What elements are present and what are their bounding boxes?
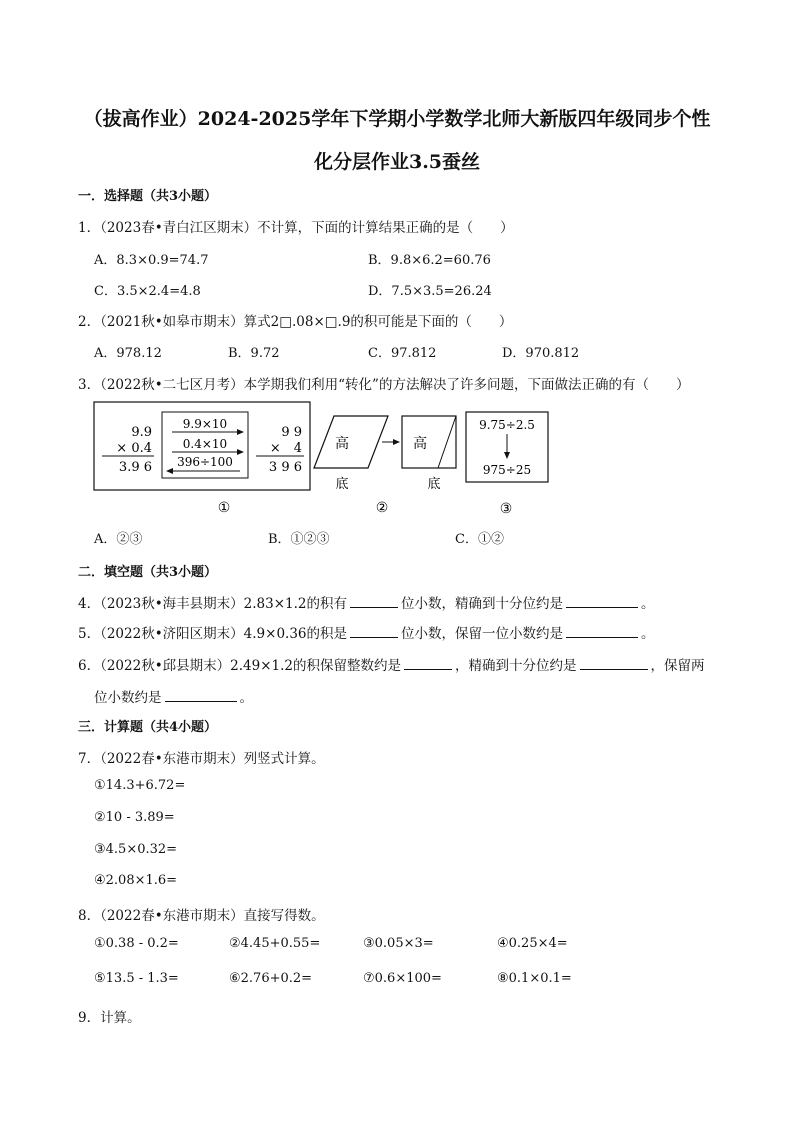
question-1-stem: 1．（2023春•青白江区期末）不计算，下面的计算结果正确的是（ ） <box>78 220 514 236</box>
question-6-blank-2[interactable] <box>580 656 648 670</box>
question-8-item-1: ①0.38 - 0.2= <box>94 936 179 951</box>
question-8-item-3: ③0.05×3= <box>363 936 434 951</box>
figure-3-label: ③ <box>499 501 513 517</box>
question-4-blank-2[interactable] <box>566 594 638 608</box>
figure-2-height-label-right: 高 <box>413 436 427 452</box>
figure-2-parallelogram-to-rectangle <box>314 416 456 492</box>
figure-1-right-row-1: 9 9 <box>281 425 302 440</box>
figure-1-arrow-label-1: 9.9×10 <box>182 417 228 431</box>
section-heading-choice: 一．选择题（共3小题） <box>78 189 218 204</box>
document-title-line-2: 化分层作业3.5蚕丝 <box>313 151 481 173</box>
question-5-blank-1[interactable] <box>350 624 398 638</box>
question-7-item-4: ④2.08×1.6= <box>94 873 178 888</box>
question-2-option-b: B．9.72 <box>228 346 280 361</box>
figure-2-label: ② <box>375 500 389 516</box>
figure-2-base-label-left: 底 <box>335 477 349 492</box>
question-8-stem: 8．（2022春•东港市期末）直接写得数。 <box>78 908 325 924</box>
question-7-stem: 7．（2022春•东港市期末）列竖式计算。 <box>78 751 325 767</box>
question-3-stem: 3．（2022秋•二七区月考）本学期我们利用“转化”的方法解决了许多问题，下面做法正确的有（ ） <box>78 377 690 393</box>
question-5 <box>78 622 655 642</box>
figure-1-arrow-label-3: 396÷100 <box>177 455 233 469</box>
question-9-stem: 9．计算。 <box>78 1010 141 1026</box>
question-6-blank-1[interactable] <box>404 656 452 670</box>
question-4-part-c: 。 <box>641 596 655 612</box>
question-3-option-b: B．①②③ <box>268 532 330 547</box>
question-8-item-2: ②4.45+0.55= <box>229 936 321 951</box>
question-8-item-4: ④0.25×4= <box>497 936 568 951</box>
figure-1-right-row-3: 3 9 6 <box>268 460 302 475</box>
question-7-item-3: ③4.5×0.32= <box>94 842 178 857</box>
question-6-part-e: 。 <box>239 690 253 706</box>
figure-3-bottom-expression: 975÷25 <box>482 463 532 477</box>
section-heading-calculation: 三．计算题（共4小题） <box>78 720 218 735</box>
question-2-option-d: D．970.812 <box>502 346 580 361</box>
question-8-item-8: ⑧0.1×0.1= <box>497 971 572 986</box>
question-6-part-a: 6．（2022秋•邱县期末）2.49×1.2的积保留整数约是 <box>78 658 401 674</box>
question-8-item-6: ⑥2.76+0.2= <box>229 971 313 986</box>
question-4 <box>78 592 655 612</box>
question-2-stem: 2．（2021秋•如皋市期末）算式2□.08×□.9的积可能是下面的（ ） <box>78 314 513 330</box>
question-5-blank-2[interactable] <box>566 624 638 638</box>
question-6-line-1 <box>78 654 705 674</box>
question-6-part-c: ，保留两 <box>650 658 705 674</box>
question-1-option-c: C．3.5×2.4=4.8 <box>94 284 201 299</box>
section-heading-fill-in: 二．填空题（共3小题） <box>78 565 218 580</box>
question-8-item-7: ⑦0.6×100= <box>363 971 442 986</box>
figure-1-arrow-label-2: 0.4×10 <box>182 437 228 451</box>
question-6-line-2 <box>94 686 253 706</box>
question-2-option-c: C．97.812 <box>368 346 437 361</box>
question-5-part-a: 5．（2022秋•济阳区期末）4.9×0.36的积是 <box>78 626 347 642</box>
figure-3-division-transform <box>466 412 548 482</box>
question-1-option-b: B．9.8×6.2=60.76 <box>368 253 491 268</box>
question-3-figure <box>90 396 560 520</box>
figure-1-left-row-2: × 0.4 <box>116 441 152 456</box>
document-title-line-1: （拔高作业）2024-2025学年下学期小学数学北师大新版四年级同步个性 <box>83 108 711 130</box>
figure-3-top-expression: 9.75÷2.5 <box>479 418 535 432</box>
question-7-item-2: ②10 - 3.89= <box>94 810 175 825</box>
figure-1-label: ① <box>217 500 231 516</box>
question-1-option-a: A．8.3×0.9=74.7 <box>94 253 209 268</box>
question-1-option-d: D．7.5×3.5=26.24 <box>368 284 492 299</box>
figure-1-left-row-3: 3.9 6 <box>118 460 152 475</box>
question-2-option-a: A．978.12 <box>94 346 162 361</box>
figure-1-vertical-multiplication <box>94 402 310 490</box>
figure-2-base-label-right: 底 <box>427 477 441 492</box>
question-4-blank-1[interactable] <box>350 594 398 608</box>
figure-1-left-row-1: 9.9 <box>131 425 152 440</box>
question-6-part-d: 位小数约是 <box>94 690 162 706</box>
figure-2-height-label-left: 高 <box>335 436 349 452</box>
question-8-item-5: ⑤13.5 - 1.3= <box>94 971 179 986</box>
question-3-option-c: C．①② <box>455 532 504 547</box>
question-7-item-1: ①14.3+6.72= <box>94 778 186 793</box>
question-5-part-b: 位小数，保留一位小数约是 <box>401 626 563 642</box>
question-4-part-b: 位小数，精确到十分位约是 <box>401 596 563 612</box>
question-4-part-a: 4．（2023秋•海丰县期末）2.83×1.2的积有 <box>78 596 347 612</box>
figure-1-right-row-2: × 4 <box>269 441 302 456</box>
question-5-part-c: 。 <box>641 626 655 642</box>
question-6-blank-3[interactable] <box>165 688 237 702</box>
question-3-option-a: A．②③ <box>94 532 143 547</box>
question-6-part-b: ，精确到十分位约是 <box>455 658 577 674</box>
